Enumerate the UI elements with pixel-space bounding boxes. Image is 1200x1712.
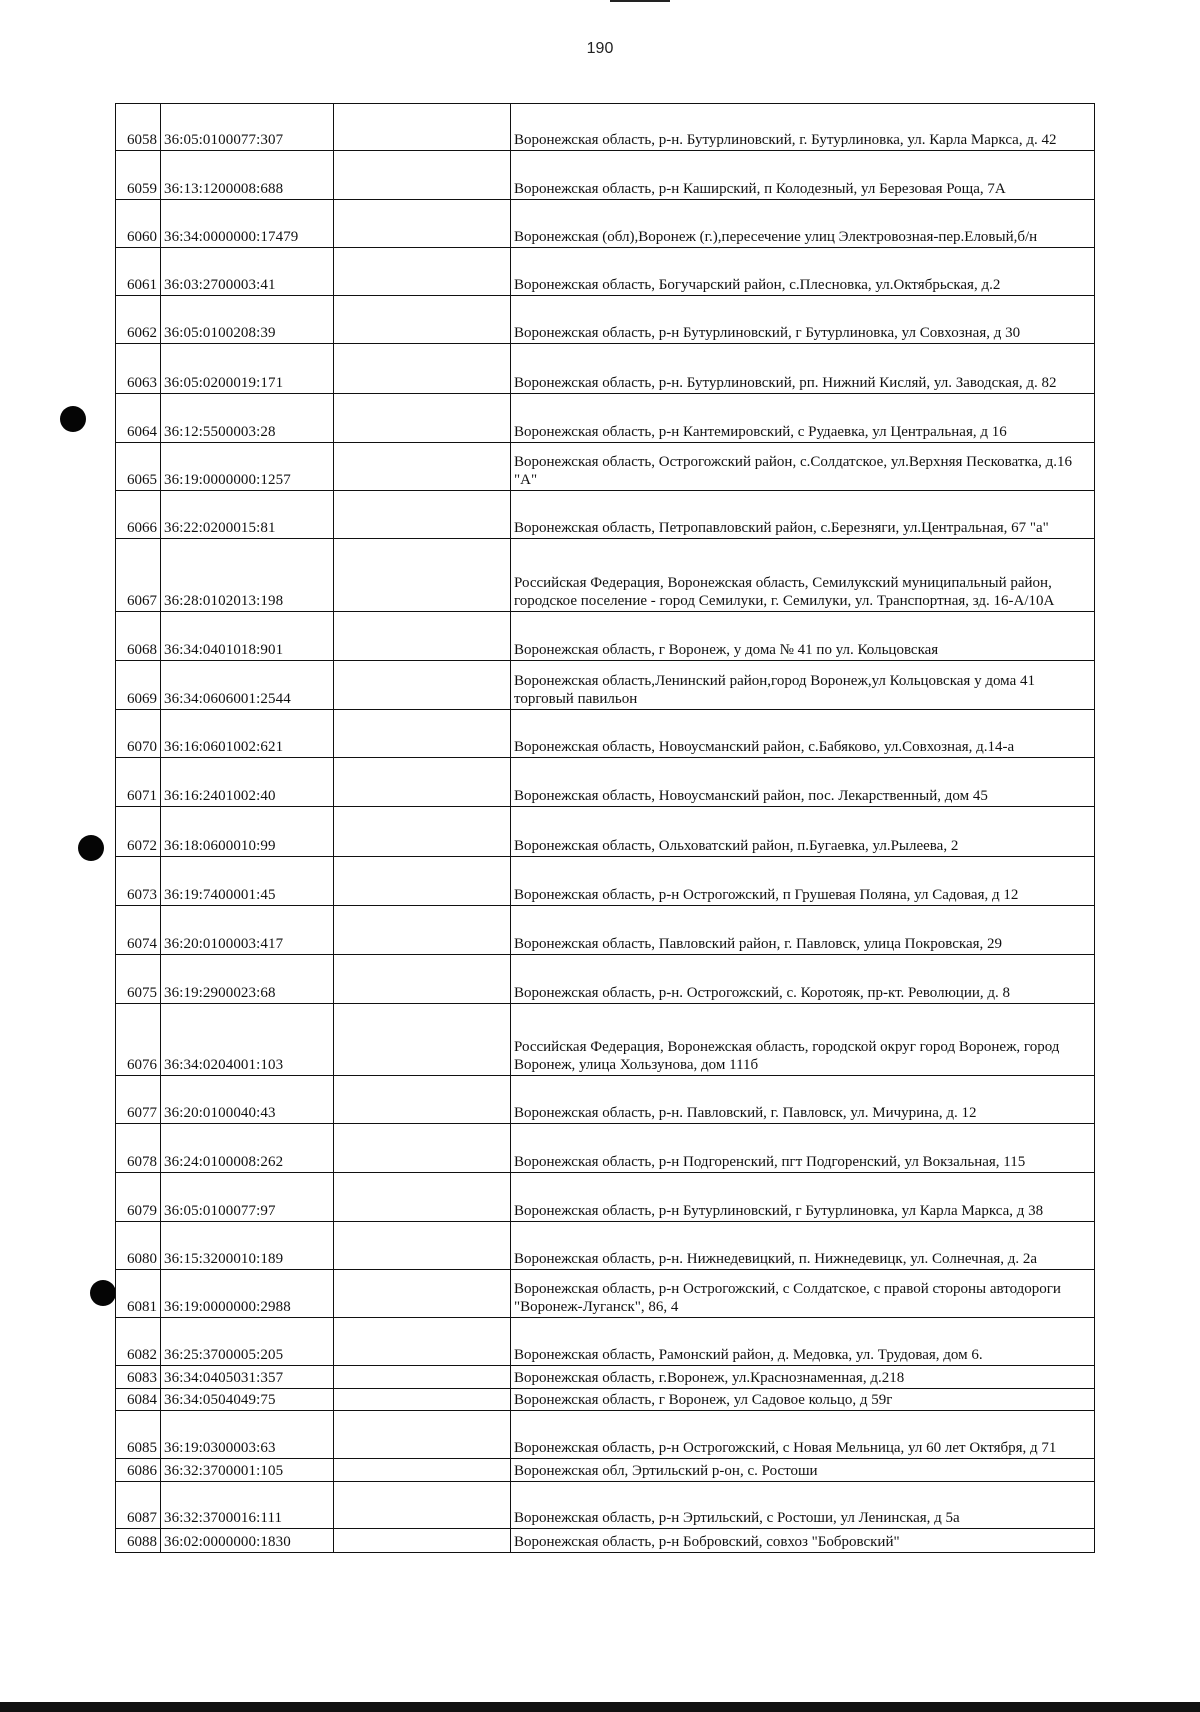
table-row <box>116 151 1095 200</box>
table-row <box>116 758 1095 807</box>
row-number: 6068 <box>116 612 161 661</box>
empty-cell <box>334 200 511 248</box>
row-number: 6059 <box>116 151 161 200</box>
empty-cell <box>334 1411 511 1459</box>
empty-cell <box>334 955 511 1004</box>
table-row <box>116 1366 1095 1389</box>
row-number: 6063 <box>116 344 161 394</box>
table-row <box>116 906 1095 955</box>
cadastral-number: 36:20:0100003:417 <box>161 906 334 955</box>
table-row <box>116 344 1095 394</box>
row-number: 6061 <box>116 248 161 296</box>
punch-hole <box>78 835 104 861</box>
cadastral-number: 36:19:0000000:1257 <box>161 443 334 491</box>
page-number: 190 <box>586 40 614 57</box>
table-row <box>116 104 1095 151</box>
empty-cell <box>334 1004 511 1076</box>
address: Воронежская область, р-н. Бутурлиновский, г. Бутурлиновка, ул. Карла Маркса, д. 42 <box>511 104 1095 151</box>
address: Воронежская область, р-н Эртильский, с Ростоши, ул Ленинская, д 5а <box>511 1482 1095 1529</box>
table-row <box>116 1004 1095 1076</box>
table-row <box>116 1389 1095 1411</box>
row-number: 6058 <box>116 104 161 151</box>
cadastral-number: 36:15:3200010:189 <box>161 1222 334 1270</box>
cadastral-number: 36:18:0600010:99 <box>161 807 334 857</box>
table-row <box>116 200 1095 248</box>
cadastral-number: 36:19:7400001:45 <box>161 857 334 906</box>
empty-cell <box>334 1318 511 1366</box>
empty-cell <box>334 906 511 955</box>
address: Воронежская область, р-н Острогожский, с Солдатское, с правой стороны автодороги "Воронеж-Луганск", 86, 4 <box>511 1270 1095 1318</box>
row-number: 6087 <box>116 1482 161 1529</box>
cadastral-number: 36:12:5500003:28 <box>161 394 334 443</box>
cadastral-number: 36:22:0200015:81 <box>161 491 334 539</box>
table-row <box>116 296 1095 344</box>
empty-cell <box>334 857 511 906</box>
punch-hole <box>90 1280 116 1306</box>
row-number: 6060 <box>116 200 161 248</box>
row-number: 6066 <box>116 491 161 539</box>
table-row <box>116 1124 1095 1173</box>
address: Воронежская (обл),Воронеж (г.),пересечение улиц Электровозная-пер.Еловый,б/н <box>511 200 1095 248</box>
cadastral-number: 36:32:3700001:105 <box>161 1459 334 1482</box>
address: Воронежская область, Новоусманский район, с.Бабяково, ул.Совхозная, д.14-а <box>511 710 1095 758</box>
row-number: 6069 <box>116 661 161 710</box>
table-row <box>116 710 1095 758</box>
row-number: 6065 <box>116 443 161 491</box>
table-row <box>116 248 1095 296</box>
empty-cell <box>334 1389 511 1411</box>
row-number: 6076 <box>116 1004 161 1076</box>
cadastral-number: 36:19:0300003:63 <box>161 1411 334 1459</box>
table-row <box>116 1482 1095 1529</box>
row-number: 6074 <box>116 906 161 955</box>
cadastral-number: 36:03:2700003:41 <box>161 248 334 296</box>
cadastral-number: 36:34:0504049:75 <box>161 1389 334 1411</box>
cadastral-number: 36:05:0100077:97 <box>161 1173 334 1222</box>
cadastral-number: 36:19:2900023:68 <box>161 955 334 1004</box>
row-number: 6082 <box>116 1318 161 1366</box>
table-row <box>116 1318 1095 1366</box>
empty-cell <box>334 248 511 296</box>
empty-cell <box>334 710 511 758</box>
empty-cell <box>334 539 511 612</box>
cadastral-number: 36:32:3700016:111 <box>161 1482 334 1529</box>
empty-cell <box>334 1529 511 1553</box>
address: Воронежская область, Петропавловский район, с.Березняги, ул.Центральная, 67 "а" <box>511 491 1095 539</box>
empty-cell <box>334 443 511 491</box>
address: Воронежская область, р-н. Павловский, г. Павловск, ул. Мичурина, д. 12 <box>511 1076 1095 1124</box>
cadastral-number: 36:05:0100077:307 <box>161 104 334 151</box>
table-row <box>116 539 1095 612</box>
row-number: 6064 <box>116 394 161 443</box>
scan-edge-line <box>610 0 670 2</box>
empty-cell <box>334 1124 511 1173</box>
cadastral-number: 36:16:2401002:40 <box>161 758 334 807</box>
address: Воронежская область, р-н Бобровский, совхоз "Бобровский" <box>511 1529 1095 1553</box>
table-row <box>116 661 1095 710</box>
address: Воронежская область, р-н. Острогожский, с. Коротояк, пр-кт. Революции, д. 8 <box>511 955 1095 1004</box>
cadastral-number: 36:16:0601002:621 <box>161 710 334 758</box>
address: Воронежская область, Новоусманский район, пос. Лекарственный, дом 45 <box>511 758 1095 807</box>
empty-cell <box>334 1076 511 1124</box>
table-row <box>116 1270 1095 1318</box>
address: Воронежская область, р-н Острогожский, с Новая Мельница, ул 60 лет Октября, д 71 <box>511 1411 1095 1459</box>
table-row <box>116 1529 1095 1553</box>
row-number: 6085 <box>116 1411 161 1459</box>
cadastral-number: 36:20:0100040:43 <box>161 1076 334 1124</box>
row-number: 6088 <box>116 1529 161 1553</box>
table-row <box>116 491 1095 539</box>
address: Воронежская область, р-н Кантемировский, с Рудаевка, ул Центральная, д 16 <box>511 394 1095 443</box>
row-number: 6079 <box>116 1173 161 1222</box>
table-row <box>116 955 1095 1004</box>
table-row <box>116 1076 1095 1124</box>
row-number: 6070 <box>116 710 161 758</box>
address: Воронежская область, Павловский район, г. Павловск, улица Покровская, 29 <box>511 906 1095 955</box>
row-number: 6073 <box>116 857 161 906</box>
address: Воронежская область,Ленинский район,город Воронеж,ул Кольцовская у дома 41 торговый павильон <box>511 661 1095 710</box>
cadastral-number: 36:34:0000000:17479 <box>161 200 334 248</box>
cadastral-number: 36:02:0000000:1830 <box>161 1529 334 1553</box>
address: Воронежская область, р-н Подгоренский, пгт Подгоренский, ул Вокзальная, 115 <box>511 1124 1095 1173</box>
address: Воронежская область, р-н Бутурлиновский, г Бутурлиновка, ул Карла Маркса, д 38 <box>511 1173 1095 1222</box>
table-row <box>116 612 1095 661</box>
empty-cell <box>334 1270 511 1318</box>
empty-cell <box>334 1222 511 1270</box>
cadastral-number: 36:34:0401018:901 <box>161 612 334 661</box>
table-row <box>116 1222 1095 1270</box>
row-number: 6078 <box>116 1124 161 1173</box>
address: Воронежская область, р-н Каширский, п Колодезный, ул Березовая Роща, 7А <box>511 151 1095 200</box>
empty-cell <box>334 1459 511 1482</box>
table-row <box>116 807 1095 857</box>
cadastral-number: 36:05:0200019:171 <box>161 344 334 394</box>
row-number: 6067 <box>116 539 161 612</box>
empty-cell <box>334 1482 511 1529</box>
address: Российская Федерация, Воронежская область, Семилукский муниципальный район, городское поселение - город Семилуки, г. Семилуки, ул. Транспортная, зд. 16-А/10А <box>511 539 1095 612</box>
address: Воронежская область, Богучарский район, с.Плесновка, ул.Октябрьская, д.2 <box>511 248 1095 296</box>
row-number: 6081 <box>116 1270 161 1318</box>
cadastral-number: 36:34:0204001:103 <box>161 1004 334 1076</box>
address: Воронежская область, Острогожский район, с.Солдатское, ул.Верхняя Песковатка, д.16 "А" <box>511 443 1095 491</box>
registry-table <box>115 103 1095 1553</box>
registry-body <box>116 104 1095 1553</box>
empty-cell <box>334 758 511 807</box>
address: Воронежская область, г.Воронеж, ул.Краснознаменная, д.218 <box>511 1366 1095 1389</box>
row-number: 6075 <box>116 955 161 1004</box>
cadastral-number: 36:25:3700005:205 <box>161 1318 334 1366</box>
address: Воронежская область, г Воронеж, ул Садовое кольцо, д 59г <box>511 1389 1095 1411</box>
empty-cell <box>334 394 511 443</box>
table-row <box>116 1173 1095 1222</box>
row-number: 6084 <box>116 1389 161 1411</box>
address: Воронежская область, Рамонский район, д. Медовка, ул. Трудовая, дом 6. <box>511 1318 1095 1366</box>
row-number: 6062 <box>116 296 161 344</box>
address: Воронежская область, р-н Бутурлиновский, г Бутурлиновка, ул Совхозная, д 30 <box>511 296 1095 344</box>
table-row <box>116 1411 1095 1459</box>
table-row <box>116 857 1095 906</box>
empty-cell <box>334 296 511 344</box>
empty-cell <box>334 151 511 200</box>
cadastral-number: 36:24:0100008:262 <box>161 1124 334 1173</box>
row-number: 6071 <box>116 758 161 807</box>
address: Российская Федерация, Воронежская область, городской округ город Воронеж, город Воронеж, улица Хользунова, дом 111б <box>511 1004 1095 1076</box>
empty-cell <box>334 1366 511 1389</box>
cadastral-number: 36:13:1200008:688 <box>161 151 334 200</box>
address: Воронежская область, Ольховатский район, п.Бугаевка, ул.Рылеева, 2 <box>511 807 1095 857</box>
address: Воронежская область, р-н. Нижнедевицкий, п. Нижнедевицк, ул. Солнечная, д. 2а <box>511 1222 1095 1270</box>
cadastral-number: 36:34:0405031:357 <box>161 1366 334 1389</box>
cadastral-number: 36:19:0000000:2988 <box>161 1270 334 1318</box>
table-row <box>116 394 1095 443</box>
table-row <box>116 1459 1095 1482</box>
row-number: 6077 <box>116 1076 161 1124</box>
cadastral-number: 36:05:0100208:39 <box>161 296 334 344</box>
address: Воронежская область, р-н Острогожский, п Грушевая Поляна, ул Садовая, д 12 <box>511 857 1095 906</box>
empty-cell <box>334 612 511 661</box>
address: Воронежская область, г Воронеж, у дома № 41 по ул. Кольцовская <box>511 612 1095 661</box>
address: Воронежская обл, Эртильский р-он, с. Ростоши <box>511 1459 1095 1482</box>
empty-cell <box>334 661 511 710</box>
cadastral-number: 36:28:0102013:198 <box>161 539 334 612</box>
punch-hole <box>60 406 86 432</box>
row-number: 6086 <box>116 1459 161 1482</box>
empty-cell <box>334 807 511 857</box>
scan-bottom-edge <box>0 1702 1200 1712</box>
row-number: 6083 <box>116 1366 161 1389</box>
empty-cell <box>334 344 511 394</box>
table-row <box>116 443 1095 491</box>
row-number: 6072 <box>116 807 161 857</box>
row-number: 6080 <box>116 1222 161 1270</box>
address: Воронежская область, р-н. Бутурлиновский, рп. Нижний Кисляй, ул. Заводская, д. 82 <box>511 344 1095 394</box>
cadastral-number: 36:34:0606001:2544 <box>161 661 334 710</box>
empty-cell <box>334 1173 511 1222</box>
empty-cell <box>334 104 511 151</box>
empty-cell <box>334 491 511 539</box>
